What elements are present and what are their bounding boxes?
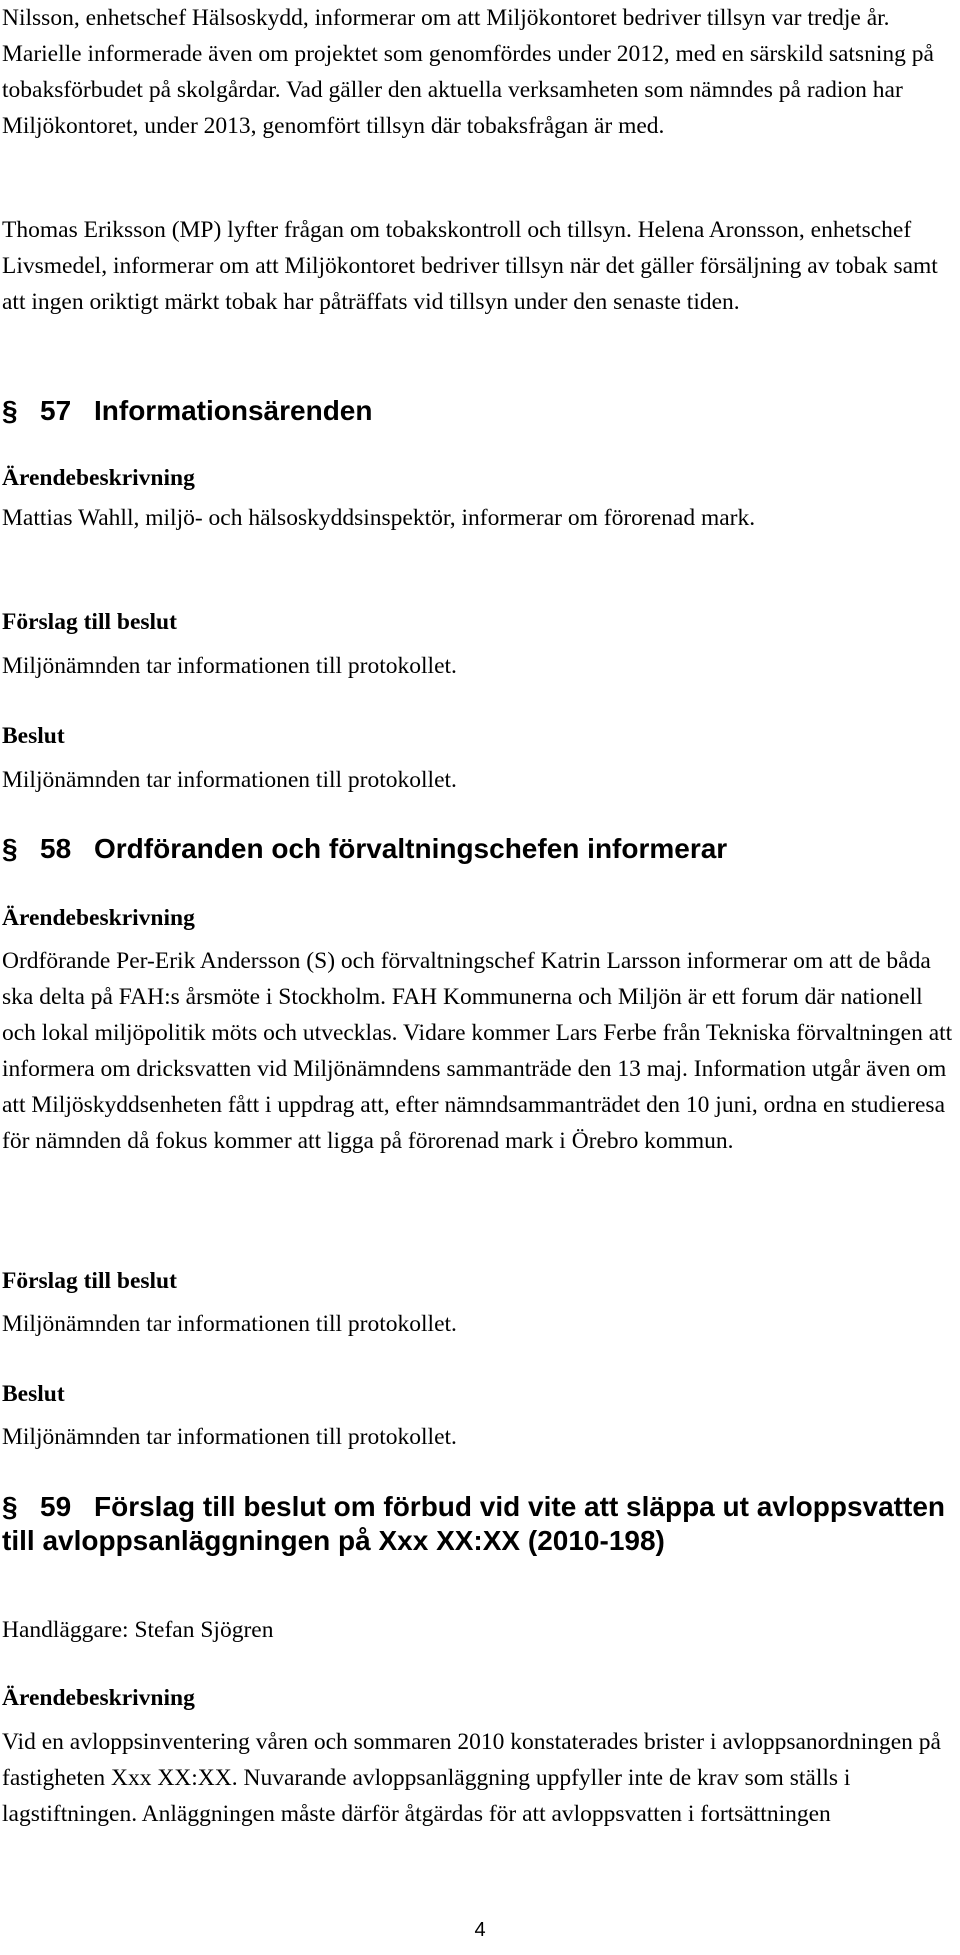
proposal-text: Miljönämnden tar informationen till protokollet. — [2, 653, 457, 679]
proposal-heading: Förslag till beslut — [2, 1268, 177, 1294]
section-heading-59 — [2, 1490, 952, 1558]
section-heading-58 — [2, 832, 952, 866]
decision-text: Miljönämnden tar informationen till protokollet. — [2, 767, 457, 793]
section-title: Förslag till beslut om förbud vid vite att släppa ut avloppsvatten till avloppsanläggningen på Xxx XX:XX (2010-198) — [2, 1491, 946, 1556]
section-number: 57 — [40, 395, 72, 426]
handler-text: Handläggare: Stefan Sjögren — [2, 1617, 274, 1643]
description-text: Vid en avloppsinventering våren och sommaren 2010 konstaterades brister i avloppsanordningen på fastigheten Xxx XX:XX. Nuvarande avloppsanläggning uppfyller inte de krav som ställs i lagstiftningen. Anläggningen måste därför åtgärdas för att avloppsvatten i fortsättningen — [2, 1729, 941, 1827]
section-number: 58 — [40, 833, 72, 864]
description-heading: Ärendebeskrivning — [2, 465, 195, 491]
decision-heading: Beslut — [2, 723, 65, 749]
section-number: 59 — [40, 1491, 72, 1522]
section-symbol: § — [2, 1491, 18, 1522]
description-text: Ordförande Per-Erik Andersson (S) och förvaltningschef Katrin Larsson informerar om att de båda ska delta på FAH:s årsmöte i Stockholm. FAH Kommunerna och Miljön är ett forum där nationell och lokal miljöpolitik möts och utvecklas. Vidare kommer Lars Ferbe från Tekniska förvaltningen att informera om dricksvatten vid Miljönämndens sammanträde den 13 maj. Information utgår även om att Miljöskyddsenheten fått i uppdrag att, efter nämndsammanträdet den 10 juni, ordna en studieresa för nämnden då fokus kommer att ligga på förorenad mark i Örebro kommun. — [2, 948, 953, 1154]
section-title: Ordföranden och förvaltningschefen informerar — [94, 833, 728, 864]
section-heading-57 — [2, 394, 952, 428]
intro-paragraph: Nilsson, enhetschef Hälsoskydd, informerar om att Miljökontoret bedriver tillsyn var tredje år. Marielle informerade även om projektet som genomfördes under 2012, med en särskild satsning på tobaksförbudet på skolgårdar. Vad gäller den aktuella verksamheten som nämndes på radion har Miljökontoret, under 2013, genomfört tillsyn där tobaksfrågan är med. — [2, 5, 934, 139]
proposal-heading: Förslag till beslut — [2, 609, 177, 635]
description-heading: Ärendebeskrivning — [2, 905, 195, 931]
section-symbol: § — [2, 833, 18, 864]
page-number: 4 — [474, 1919, 486, 1941]
section-title: Informationsärenden — [94, 395, 373, 426]
description-text: Mattias Wahll, miljö- och hälsoskyddsinspektör, informerar om förorenad mark. — [2, 505, 756, 531]
decision-heading: Beslut — [2, 1381, 65, 1407]
decision-text: Miljönämnden tar informationen till protokollet. — [2, 1424, 457, 1450]
description-heading: Ärendebeskrivning — [2, 1685, 195, 1711]
proposal-text: Miljönämnden tar informationen till protokollet. — [2, 1311, 457, 1337]
section-symbol: § — [2, 395, 18, 426]
intro-paragraph: Thomas Eriksson (MP) lyfter frågan om tobakskontroll och tillsyn. Helena Aronsson, enhetschef Livsmedel, informerar om att Miljökontoret bedriver tillsyn när det gäller försäljning av tobak samt att ingen oriktigt märkt tobak har påträffats vid tillsyn under den senaste tiden. — [2, 217, 938, 315]
